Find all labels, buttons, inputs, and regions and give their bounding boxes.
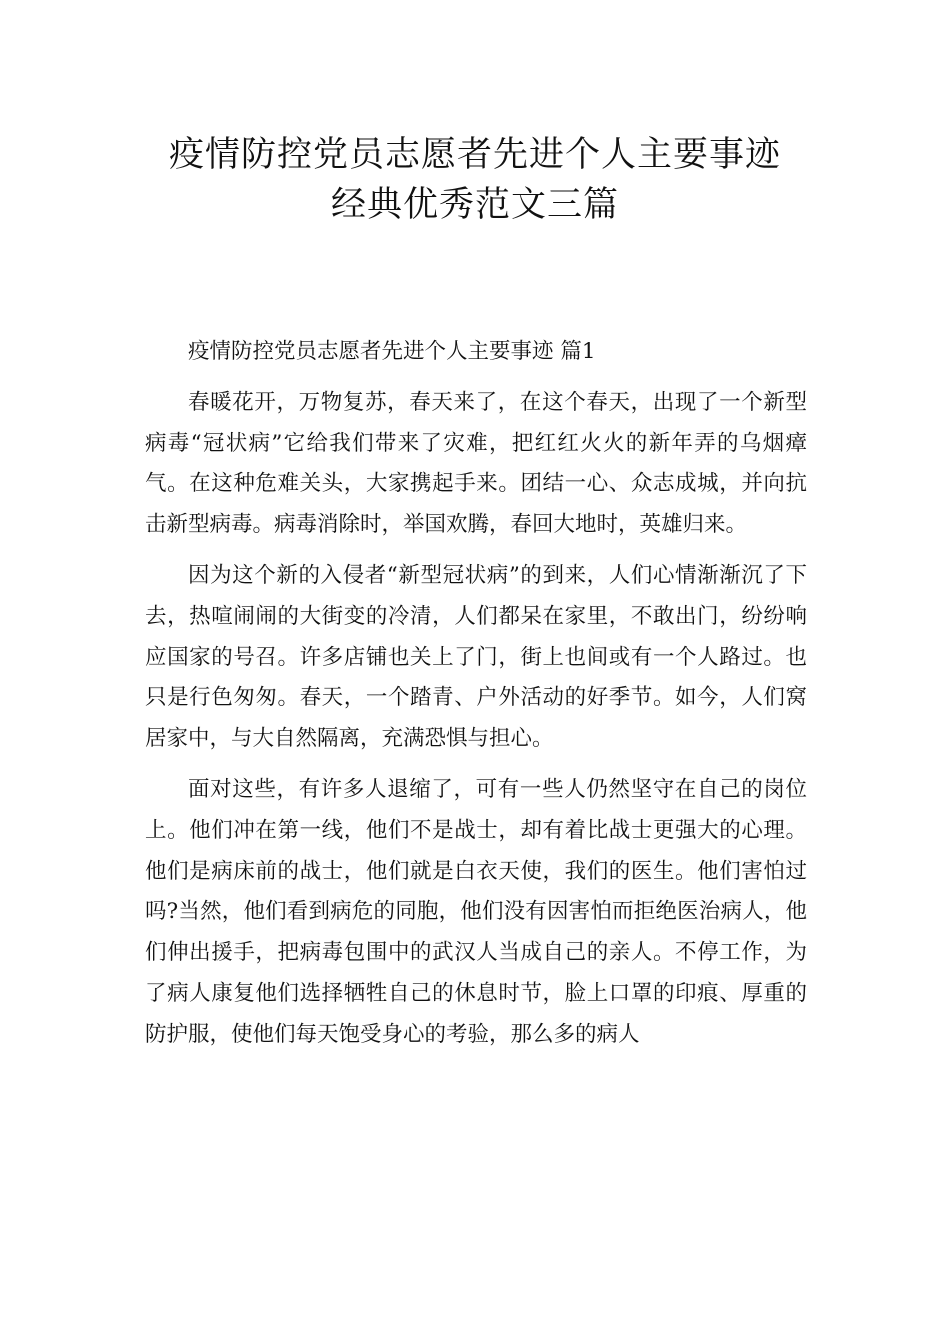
paragraph-3: 面对这些，有许多人退缩了，可有一些人仍然坚守在自己的岗位上。他们冲在第一线，他们不是战士，却有着比战士更强大的心理。他们是病床前的战士，他们就是白衣天使，我们的医生。他们害怕过吗?当然，他们看到病危的同胞，他们没有因害怕而拒绝医治病人，他们伸出援手，把病毒包围中的武汉人当成自己的亲人。不停工作，为了病人康复他们选择牺牲自己的休息时节，脸上口罩的印痕、厚重的防护服，使他们每天饱受身心的考验，那么多的病人 [145,776,807,1047]
paragraph-2: 因为这个新的入侵者“新型冠状病”的到来，人们心情渐渐沉了下去，热喧闹闹的大街变的冷清，人们都呆在家里，不敢出门，纷纷响应国家的号召。许多店铺也关上了门，街上也间或有一个人路过。也只是行色匆匆。春天，一个踏青、户外活动的好季节。如今，人们窝居家中，与大自然隔离，充满恐惧与担心。 [145,562,807,752]
paragraph-1: 春暖花开，万物复苏，春天来了，在这个春天，出现了一个新型病毒“冠状病”它给我们带来了灾难，把红红火火的新年弄的乌烟瘴气。在这种危难关头，大家携起手来。团结一心、众志成城，并向抗击新型病毒。病毒消除时，举国欢腾，春回大地时，英雄归来。 [145,389,807,538]
section-heading: 疫情防控党员志愿者先进个人主要事迹 篇1 [188,339,596,364]
document-title-line-1: 疫情防控党员志愿者先进个人主要事迹 [168,135,781,175]
document-title [0,130,950,230]
document-title-line-2: 经典优秀范文三篇 [330,185,619,225]
document-body [145,332,807,1066]
